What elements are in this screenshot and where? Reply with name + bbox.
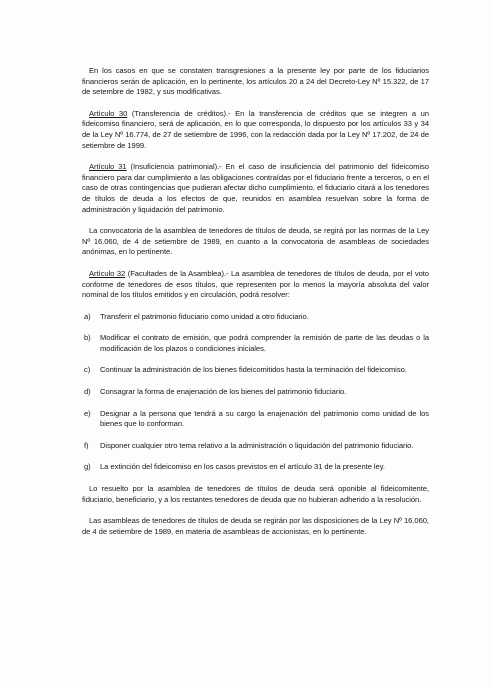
document-body [82, 66, 429, 548]
paragraph-asambleas: Las asambleas de tenedores de títulos de deuda se regirán por las disposiciones de la Ley Nº 16.060, de 4 de setiembre de 1989, en materia de asambleas de accionistas, en lo pertinente. [82, 516, 429, 536]
list-item [82, 462, 429, 473]
list-item-letter: g) [84, 462, 91, 472]
list-item-text: Disponer cualquier otro tema relativo a la administración o liquidación del patrimonio fiduciario. [100, 440, 414, 450]
article-32-heading: Artículo 32 [89, 268, 126, 278]
article-30 [82, 109, 429, 151]
list-item [82, 365, 429, 376]
article-31-heading: Artículo 31 [89, 162, 127, 172]
list-item [82, 312, 429, 323]
list-item-text: Transferir el patrimonio fiduciario como unidad a otro fiduciario. [100, 311, 309, 321]
article-30-heading: Artículo 30 [89, 108, 128, 118]
list-item-text: Consagrar la forma de enajenación de los bienes del patrimonio fiduciario. [100, 387, 347, 397]
paragraph-resuelto: Lo resuelto por la asamblea de tenedores de títulos de deuda será oponible al fideicomitente, fiduciario, beneficiario, y a los restantes tenedores de deuda que no hubieran adherido a la resolución. [82, 484, 429, 504]
list-item-letter: b) [84, 333, 91, 343]
list-item-text: Continuar la administración de los bienes fideicomitidos hasta la terminación del fideicomiso. [100, 365, 407, 375]
article-31 [82, 162, 429, 215]
list-item-letter: f) [84, 440, 89, 450]
list-item-letter: a) [84, 311, 91, 321]
list-item [82, 409, 429, 430]
article-32 [82, 269, 429, 301]
list-item [82, 387, 429, 398]
list-item-text: La extinción del fideicomiso en los casos previstos en el artículo 31 de la presente ley. [100, 462, 385, 472]
list-item-text: Designar a la persona que tendrá a su cargo la enajenación del patrimonio como unidad de los bienes que lo conforman. [100, 408, 429, 429]
list-item [82, 441, 429, 452]
article-32-text: (Facultades de la Asamblea).- La asamblea de tenedores de títulos de deuda, por el voto conforme de tenedores de esos títulos, que representen por lo menos la mayoría absoluta del valor nominal de los títulos emitidos y en circulación, podrá resolver: [82, 268, 429, 300]
list-item-letter: c) [84, 365, 91, 375]
list-item [82, 333, 429, 354]
list-item-text: Modificar el contrato de emisión, que podrá comprender la remisión de parte de las deudas o la modificación de los plazos o condiciones iniciales. [100, 333, 429, 353]
paragraph-convocatoria: La convocatoria de la asamblea de tenedores de títulos de deuda, se regirá por las normas de la Ley Nº 16.060, de 4 de setiembre de 1989, en cuanto a la convocatoria de asambleas de sociedades anónimas, en lo pertinente. [82, 226, 429, 257]
list-item-letter: d) [84, 387, 91, 397]
article-30-text: (Transferencia de créditos).- En la transferencia de créditos que se integren a un fideicomiso financiero, será de aplicación, en lo que corresponda, lo dispuesto por los artículos 33 y 34 de la Ley Nº 16.774, de 27 de setiembre de 1996, con la redacción dada por la Ley Nº 17.202, de 24 de setiembre de 1999. [82, 108, 429, 150]
article-31-text: (Insuficiencia patrimonial).- En el caso de insuficiencia del patrimonio del fideicomiso financiero para dar cumplimiento a las obligaciones contraídas por el fiduciario frente a terceros, o en el caso de otras contingencias que pudieran afectar dicho cumplimiento, el fiduciario citará a los tenedores de títulos de deuda a los efectos de que, reunidos en asamblea resuelvan sobre la forma de administración y liquidación del patrimonio. [82, 162, 429, 214]
paragraph-transgresiones: En los casos en que se constaten transgresiones a la presente ley por parte de los fiduciarios financieros serán de aplicación, en lo pertinente, los artículos 20 a 24 del Decreto-Ley Nº 15.322, de 17 de setembre de 1982, y sus modificativas. [82, 66, 429, 97]
list-item-letter: e) [84, 408, 91, 418]
